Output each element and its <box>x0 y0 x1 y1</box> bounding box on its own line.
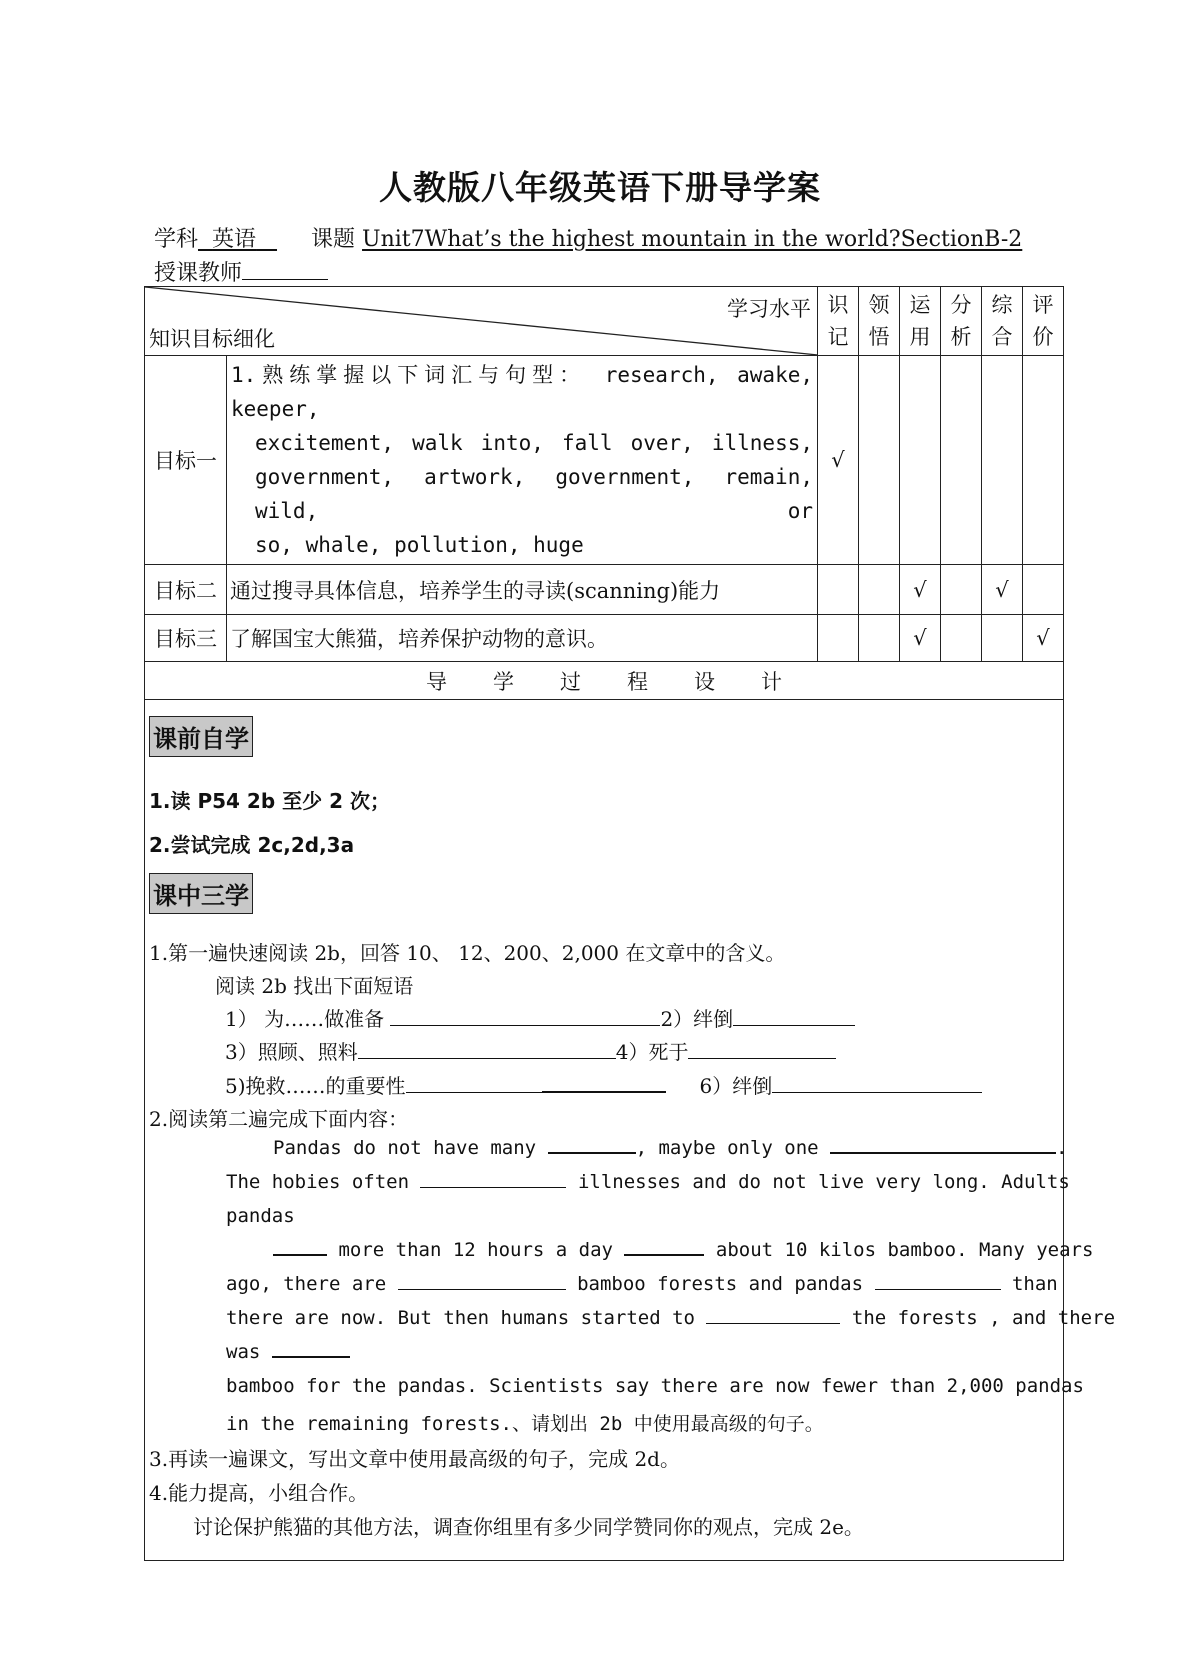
answer-blank[interactable] <box>830 1151 1056 1154</box>
task-4-sub: 讨论保护熊猫的其他方法，调查你组里有多少同学赞同你的观点，完成 2e。 <box>193 1515 864 1539</box>
answer-blank[interactable] <box>875 1288 1001 1290</box>
check-cell <box>1023 356 1064 565</box>
pre-class-heading: 课前自学 <box>149 716 253 757</box>
meta-line <box>154 222 1022 253</box>
passage-line: pandas <box>226 1205 295 1227</box>
passage-line: bamboo for the pandas. Scientists say there are now fewer than 2,000 pandas <box>226 1375 1084 1397</box>
teacher-blank[interactable] <box>242 278 328 280</box>
check-cell <box>818 565 859 615</box>
check-cell: √ <box>900 615 941 662</box>
answer-blank[interactable] <box>772 1091 982 1093</box>
passage-line: Pandas do not have many , maybe only one . <box>273 1137 1068 1159</box>
corner-top-label: 学习水平 <box>727 297 811 321</box>
answer-blank[interactable] <box>542 1090 666 1093</box>
process-title: 导 学 过 程 设 计 <box>145 662 1064 700</box>
subject-value: 英语 <box>212 227 257 252</box>
goal-text: 通过搜寻具体信息，培养学生的寻读(scanning)能力 <box>227 565 818 615</box>
check-cell: √ <box>1023 615 1064 662</box>
check-cell: √ <box>982 565 1023 615</box>
check-cell <box>982 356 1023 565</box>
passage-line: there are now. But then humans started to the forests , and there <box>226 1307 1116 1329</box>
passage-line: ago, there are bamboo forests and pandas than <box>226 1273 1058 1295</box>
passage-line: in the remaining forests.、请划出 2b 中使用最高级的句子。 <box>226 1413 824 1435</box>
check-cell <box>1023 565 1064 615</box>
goal-row <box>145 565 1064 615</box>
passage-line: The hobies often illnesses and do not live very long. Adults <box>226 1171 1070 1193</box>
check-cell <box>859 356 900 565</box>
answer-blank[interactable] <box>624 1253 704 1256</box>
answer-blank[interactable] <box>706 1322 840 1324</box>
goal-label: 目标一 <box>145 356 227 565</box>
check-cell: √ <box>900 565 941 615</box>
teacher-label: 授课教师 <box>154 261 243 286</box>
phrase-row: 3）照顾、照料 4）死于 <box>225 1036 836 1065</box>
goal-text: 1.熟练掌握以下词汇与句型： research, awake, keeper, excitement, walk into, fall over, illness, government, artwork, government, remain, wild, or so, whale, pollution, huge <box>227 356 818 565</box>
corner-bottom-label: 知识目标细化 <box>149 327 275 351</box>
check-cell <box>982 615 1023 662</box>
check-cell <box>941 356 982 565</box>
answer-blank[interactable] <box>420 1186 566 1188</box>
guide-table <box>144 286 1116 1561</box>
check-cell <box>941 615 982 662</box>
check-cell <box>859 565 900 615</box>
check-cell <box>859 615 900 662</box>
check-cell <box>818 615 859 662</box>
level-header: 评 价 <box>1023 287 1064 356</box>
pre-class-item: 1.读 P54 2b 至少 2 次； <box>149 789 390 813</box>
in-class-heading: 课中三学 <box>149 873 253 914</box>
answer-blank[interactable] <box>688 1057 836 1059</box>
subject-label: 学科 <box>154 227 199 252</box>
answer-blank[interactable] <box>406 1091 542 1093</box>
task-1: 1.第一遍快速阅读 2b，回答 10、 12、200、2,000 在文章中的含义。 <box>149 941 786 965</box>
topic-label: 课题 <box>311 227 356 252</box>
goal-row <box>145 615 1064 662</box>
answer-blank[interactable] <box>273 1253 327 1256</box>
level-header: 领 悟 <box>859 287 900 356</box>
answer-blank[interactable] <box>390 1024 660 1026</box>
pre-class-item: 2.尝试完成 2c,2d,3a <box>149 833 355 857</box>
page-title: 人教版八年级英语下册导学案 <box>379 168 821 207</box>
goal-text: 了解国宝大熊猫，培养保护动物的意识。 <box>227 615 818 662</box>
process-body <box>145 700 1116 1561</box>
topic-value: Unit7What’s the highest mountain in the world?SectionB-2 <box>362 227 1023 252</box>
level-header: 分 析 <box>941 287 982 356</box>
level-header: 识 记 <box>818 287 859 356</box>
phrase-row: 5)挽救……的重要性 6）绊倒 <box>225 1070 982 1099</box>
answer-blank[interactable] <box>358 1057 616 1059</box>
goal-row <box>145 356 1064 565</box>
answer-blank[interactable] <box>733 1024 855 1026</box>
teacher-line <box>154 256 328 287</box>
passage-line: more than 12 hours a day about 10 kilos bamboo. Many years <box>273 1239 1093 1261</box>
goal-label: 目标二 <box>145 565 227 615</box>
answer-blank[interactable] <box>272 1355 350 1358</box>
answer-blank[interactable] <box>548 1151 636 1154</box>
level-header: 综 合 <box>982 287 1023 356</box>
corner-cell <box>145 287 818 356</box>
phrase-row: 1） 为……做准备 2）绊倒 <box>225 1003 855 1032</box>
check-cell <box>941 565 982 615</box>
task-4: 4.能力提高，小组合作。 <box>149 1481 369 1505</box>
goal-label: 目标三 <box>145 615 227 662</box>
task-2: 2.阅读第二遍完成下面内容： <box>149 1107 409 1131</box>
level-header: 运 用 <box>900 287 941 356</box>
check-cell <box>900 356 941 565</box>
task-1-sub: 阅读 2b 找出下面短语 <box>215 974 414 998</box>
check-cell: √ <box>818 356 859 565</box>
answer-blank[interactable] <box>398 1288 566 1290</box>
passage-line: was <box>226 1341 350 1363</box>
task-3: 3.再读一遍课文，写出文章中使用最高级的句子，完成 2d。 <box>149 1447 680 1471</box>
